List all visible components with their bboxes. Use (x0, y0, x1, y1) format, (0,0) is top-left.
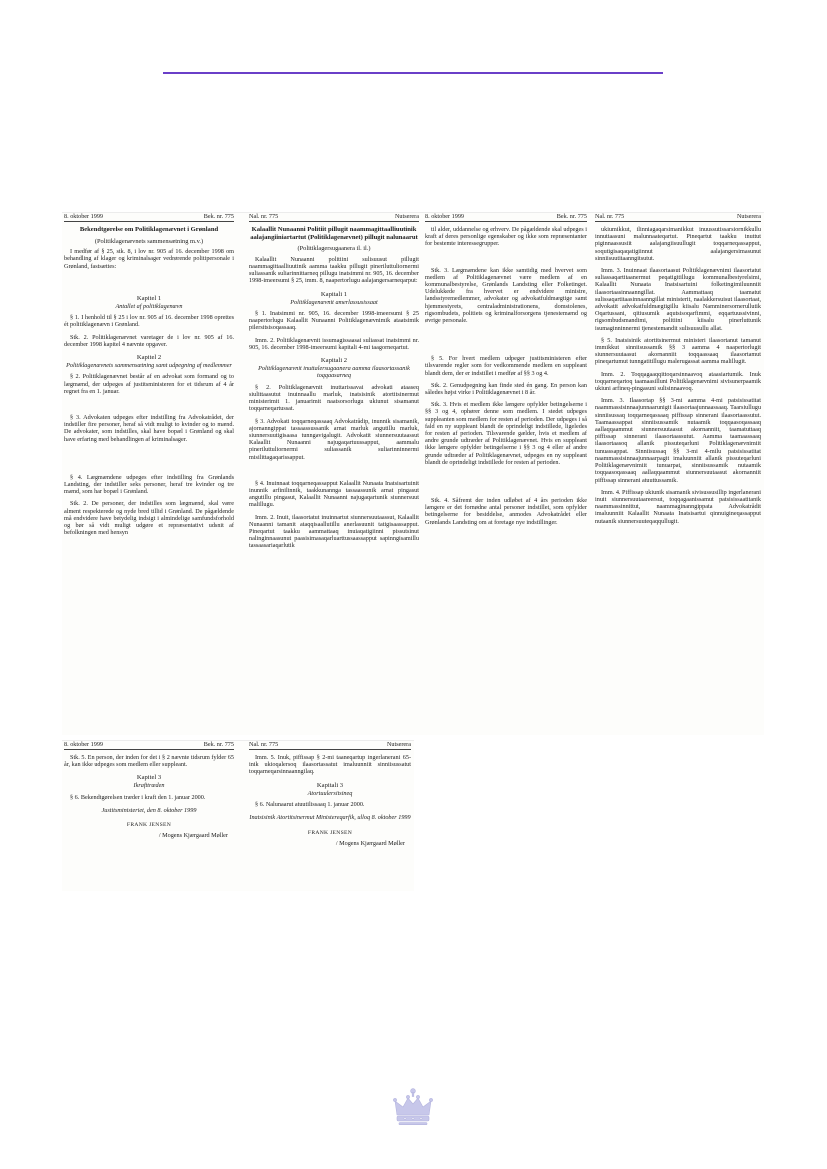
section-paragraph: Imm. 3. Inuinnaat ilaasortaasut Politiklagenævnimi ilaasortatut suliassaqartitaanermut peqatigitillugu kommunalbestyrelsimi, Kalaallit Nunaata Inatsisartuini folketingimiluunniit ilaasortaasinnaanngillat. Aammattaaq taamatut sulissaqartitaasinnaanngillat ministerit, naalakkersuisut ilaasortaat, advokatit advokatfuldmægtigillu kiisalu Namminersornerullutik Oqartussani, qitiusumik aqutsisoqarfimmi, eqqartuussivinni, rigsombudsmandimi, politiini kiisalu pinerluttunik isumaginninnermi tjenestemandit sulisuusullu allat. (595, 267, 761, 332)
chapter-heading: Kapitel 2 (136, 354, 162, 362)
section-paragraph: § 3. Advokaten udpeges efter indstilling fra Advokatrådet, der indstiller fire personer, heraf så vidt muligt to kvinder og to mænd. De advokater, som indstilles, skal have bopæl i Grønland og skal have erfaring med behandlingen af kriminalsager. (64, 414, 234, 443)
header-divider-line (163, 72, 663, 74)
gazette-upper-strip (62, 212, 764, 735)
section-paragraph: § 3. Advokati toqqarneqassaaq Advokatrådip, inunnik sisamanik, ajornanngippat tassaassussanik arnat marluk angutillu marluk, siunnersuutigisaasa tunngavigalugit. Advokatit siunnersuutaassut Kalaallit Nunaanni najugaqartuussapput, aammalu pineriluttuliornermi suliassanik suliarinninnermi misilittagaqarissapput. (249, 417, 419, 461)
section-paragraph: Stk. 3. Hvis et medlem ikke længere opfylder betingelserne i §§ 3 og 4, ophører denne som medlem. I stedet udpeges suppleanten som medlem for resten af perioden. Der udpeges i så fald en ny suppleant blandt de oprindeligt indstillede, ligeledes for resten af perioden. Tilsvarende gælder, hvis et medlem af andre grunde udtræder af Politiklagenævnet. Hvis en suppleant ikke længere opfylder betingelserne i §§ 3 og 4 eller af andre grunde udtræder af Politiklagenævnet, udpeges en ny suppleant blandt de oprindeligt indstillede for resten af perioden. (425, 401, 587, 466)
signatory-minister: FRANK JENSEN (126, 822, 172, 829)
page-language: Nutserera (394, 213, 419, 220)
chapter-heading: Kapitali 3 (316, 781, 344, 789)
chapter-heading: Kapitel 1 (136, 294, 162, 302)
chapter-title: Politiklagenævnets sammensætning samt udpegning af medlemmer (66, 362, 232, 370)
page-number: Nal. nr. 775 (249, 213, 279, 220)
section-paragraph: Stk. 2. Genudpegning kan finde sted én gang. En person kan således højst virke i Politiklagenævnet i 8 år. (425, 381, 587, 397)
section-paragraph: Stk. 3. Lægmændene kan ikke samtidig med hvervet som medlem af Politiklagenævnet være medlem af en kommunalbestyrelse, Grønlands Landsting eller Folketinget. Udelukkede fra hvervet er endvidere ministre, landsstyremedlemmer, advokater og advokatfuldmægtige samt hjemmestyrets, centraladministrationens, domstolenes, rigsombudets, politiets og kriminalforsorgens tjenestemænd og øvrige personale. (425, 266, 587, 325)
section-paragraph: til alder, uddannelse og erhverv. De pågældende skal udpeges i kraft af deres personlige egenskaber og ikke som repræsentanter for bestemte interessegrupper. (425, 226, 587, 248)
document-title: Bekendtgørelse om Politiklagenævnet i Grønland (79, 226, 219, 233)
section-paragraph: § 6. Bekendtgørelsen træder i kraft den 1. januar 2000. (70, 793, 206, 801)
gazette-page-3 (425, 213, 587, 735)
section-paragraph: Stk. 2. Politiklagenævnet varetager de i lov nr. 905 af 16. december 1998 kapitel 4 nævnte opgaver. (64, 333, 234, 348)
chapter-heading: Kapitali 1 (320, 290, 348, 298)
section-paragraph: Imm. 2. Politiklagenævnit issumagissaasai suliassat inatsimmi nr. 905, 16. december 1998-imeersumi kapitali 4-mi taagorneqartut. (249, 336, 419, 351)
page-header (425, 213, 587, 222)
section-paragraph: Imm. 5. Inuk, piffissap § 2-mi taaneqartup ingerlanerani 65-inik ukioqalersoq ilaasortassatut imaluunniit sinniisussatut toqqarneqarsinnaanngilaq. (249, 754, 411, 776)
chapter-title: Ikrafttræden (133, 782, 165, 790)
page-date: 8. oktober 1999 (64, 213, 104, 220)
gazette-page-1 (64, 213, 234, 735)
gazette-page-4 (595, 213, 761, 735)
section-paragraph: § 5. Inatsisinik atortitsinermut ministeri ilaasortanut tamanut immikkut sinniisussamik §§ 3 aamma 4 naapertorlugit siunnersuutaasut akornanniit toqqaassaaq ilaasortamut pineqartumut tunngatitillugu malerugassat aamma malillugit. (595, 336, 761, 366)
signatory-minister: FRANK JENSEN (307, 829, 353, 836)
section-paragraph: Stk. 2. De personer, der indstilles som lægmænd, skal være alment respekterede og nyde bred tillid i Grønland. De pågældende må endvidere have betydelig indsigt i almindelige samfundsforhold og bør så vidt muligt udgøre et repræsentativt udsnit af befolkningen med hensyn (64, 500, 234, 537)
page-header (64, 741, 234, 750)
section-paragraph: § 1. I henhold til § 25 i lov nr. 905 af 16. december 1998 oprettes ét politiklagenævn i Grønland. (64, 314, 234, 329)
place-and-date: Inatsisinik Atortitsinermut Ministereqarfik, ulloq 8. oktober 1999 (249, 814, 411, 822)
chapter-title: Antallet af politiklagenævn (115, 302, 183, 310)
document-title: Kalaallit Nunaanni Politiit pillugit naammagittaalliuutinik aalajangiiniartartut (Politiklagenævnet) pillugit nalunaarut (250, 226, 418, 241)
section-paragraph: § 4. Inuinnaat toqqarneqassapput Kalaallit Nunaata Inatsisartuinit inunnik arfinilinnik, taakkunannga tassaassunik arnat pingasut angutillu pingasut, Kalaallit Nunaanni najugaqartunik siunnersuut malillugu. (249, 479, 419, 509)
section-paragraph: Stk. 4. Såfremt der inden udløbet af 4 års perioden ikke længere er det fornødne antal personer indstillet, som opfylder betingelserne for besiddelse, anmodes Advokatrådet eller Grønlands Landsting om at foretage nye indstillinger. (425, 497, 587, 526)
place-and-date: Justitsministeriet, den 8. oktober 1999 (101, 807, 197, 815)
section-paragraph: § 2. Politiklagenævnit inuttarissavai advokati ataaseq siulittaasutut inuinnaallu marluk, inatsisinik atortitsinermut ministerimit 1. januarimit naatsorsorlugu ukiunut sisamanut toqqarneqartussat. (249, 383, 419, 413)
chapter-heading: Kapitali 2 (320, 357, 348, 365)
section-paragraph: Imm. 2. Toqqagaaqqittoqarsinnaavoq ataasiartumik. Inuk toqqarneqartoq taamaasilluni Politiklagenævnimi sivisunerpaamik ukiuni arfineq-pingasuni sulisinnaavoq. (595, 370, 761, 393)
chapter-title: Politiklagenævnit inuttalersugaanera aamma ilaasortassanik toqqaasarneq (258, 365, 410, 380)
signatory-official: / Mogens Kjærgaard Møller (158, 832, 228, 840)
page-header (249, 213, 419, 222)
chapter-title: Politiklagenævnit amerlassusissaat (290, 298, 378, 306)
page-number: Nal. nr. 775 (595, 213, 625, 220)
page-header (249, 741, 411, 750)
page-header (64, 213, 234, 222)
page-language: Nutserera (386, 741, 411, 748)
page-language: Nutserera (736, 213, 761, 220)
document-subtitle: (Politiklagenævnets sammensætning m.v.) (94, 237, 204, 245)
crown-icon (392, 1087, 434, 1129)
page-number: Bek. nr. 775 (203, 741, 234, 748)
preamble: I medfør af § 25, stk. 8, i lov nr. 905 af 16. december 1998 om behandling af klager og kriminalsager vedrørende politipersonale i Grønland, fastsættes: (64, 248, 234, 270)
chapter-heading: Kapitel 3 (136, 774, 162, 782)
signatory-official: / Mogens Kjærgaard Møller (335, 839, 405, 847)
chapter-title: Atortuulersitsineq (307, 789, 353, 797)
page-header (595, 213, 761, 222)
page-number: Bek. nr. 775 (556, 213, 587, 220)
section-paragraph: § 5. For hvert medlem udpeger justitsministeren efter tilsvarende regler som for vedkommende medlem en suppleant blandt dem, der er indstillet i medfør af §§ 3 og 4. (425, 355, 587, 377)
section-paragraph: § 6. Nalunaarut atuutilissaaq 1. januar 2000. (255, 801, 365, 809)
page-number: Bek. nr. 775 (203, 213, 234, 220)
section-paragraph: § 2. Politiklagenævnet består af en advokat som formand og to lægmænd, der udpeges af justitsministeren for et tidsrum af 4 år regnet fra en 1. januar. (64, 373, 234, 395)
page-number: Nal. nr. 775 (249, 741, 279, 748)
gazette-page-5 (64, 741, 234, 891)
gazette-page-2 (249, 213, 419, 735)
section-paragraph: § 4. Lægmændene udpeges efter indstilling fra Grønlands Landsting, der indstiller seks personer, heraf tre kvinder og tre mænd, som har bopæl i Grønland. (64, 473, 234, 496)
gazette-page-6 (249, 741, 411, 891)
section-paragraph: § 1. Inatsimmi nr. 905, 16. december 1998-imeersumi § 25 naapertorlugu Kalaallit Nunaanni Politiklagenævnimik ataatsimik pilersitsisoqassaaq. (249, 310, 419, 332)
page-date: 8. oktober 1999 (425, 213, 465, 220)
preamble: Kalaallit Nunaanni politiini sulisuusut pillugit naammagittaalliuutinik aamma taakku pillugit pineriluttuliornermi suliassanik suliarinnittarneq pillugu inatsimmi nr. 905, 16. december 1998-imeersumi § 25, imm. 8, naapertorlugu aalajangersarneqarput: (249, 255, 419, 285)
document-subtitle: (Politiklagersugaanera il. il.) (297, 245, 371, 253)
section-paragraph: Stk. 5. En person, der inden for det i § 2 nævnte tidsrum fylder 65 år, kan ikke udpeges som medlem eller suppleant. (64, 754, 234, 769)
gazette-lower-strip (62, 740, 414, 891)
section-paragraph: Imm. 2. Inuit, ilaasortatut inuinnartut siunnersuutaassut, Kalaallit Nunaanni tamanit ataqqisaallutillu anerlasuunit tatigisaassapput. Pineqartut taakku aammattaaq inuiaqatigiinni pissutsinut nalinginnaasunut paasisimasaqarluarttussaassapput sapinngisamillu tassaasariaqarlutik (249, 513, 419, 550)
section-paragraph: Imm. 3. Ilaasortap §§ 3-mi aamma 4-mi patsisissatitat naammassisinnaajunnaarunigit ilaasortaajunnaassaaq. Taarsiullugu sinniisussaq toqqarneqassaaq piffissap sinnerani ilaasortaassutut. Taamaassappat sinniisussamik nutaamik toqqaasoqassaaq aallaqqaammut siunnersuutaasut akornanniit, taamatuttaaq piffissap sinnerani ilaasortaassutut. Aamma taamaassaaq ilaasortaasoq allanik pissuteqarluni Politiklagenævnimiit tunuassappat. Sinniisussaq §§ 3-mi 4-milu patsisissatitat naammassisinnaajunnaarpagit imaluunniit allanik pissuteqarluni Politiklagenævnimiit tunuarpat, sinniisussamik nutaamik toqqaasoqassaaq aallaqqaammut siunnersuutaasut akornanniit piffissap sinnerani atuuttussamik. (595, 397, 761, 484)
page-date: 8. oktober 1999 (64, 741, 104, 748)
section-paragraph: ukiumikkut, ilinniagaqarsimanikkut inuussutissarsiornikkullu innuttaasuni malunnaateqartut. Pineqartut taakku inuttut piginnaassusiit aalajangiisuullugit toqqarneqassapput, soqutigisaqaqatigiinnut aalajangersimasunut sinniisuutitaanngitsutut. (595, 226, 761, 262)
section-paragraph: Imm. 4. Piffissap ukiunik sisamanik sivisussusillip ingerlanerani inuit siunnersuutaareersut, toqqagaanissamut patsisissaatitanik naammassinnittut, naammaginanngippata Advokatrådit imaluunniit Kalaallit Nunaata Inatsisartui qinnuigineqassapput nutaanik siunnersuuteqaqqullugit. (595, 488, 761, 525)
